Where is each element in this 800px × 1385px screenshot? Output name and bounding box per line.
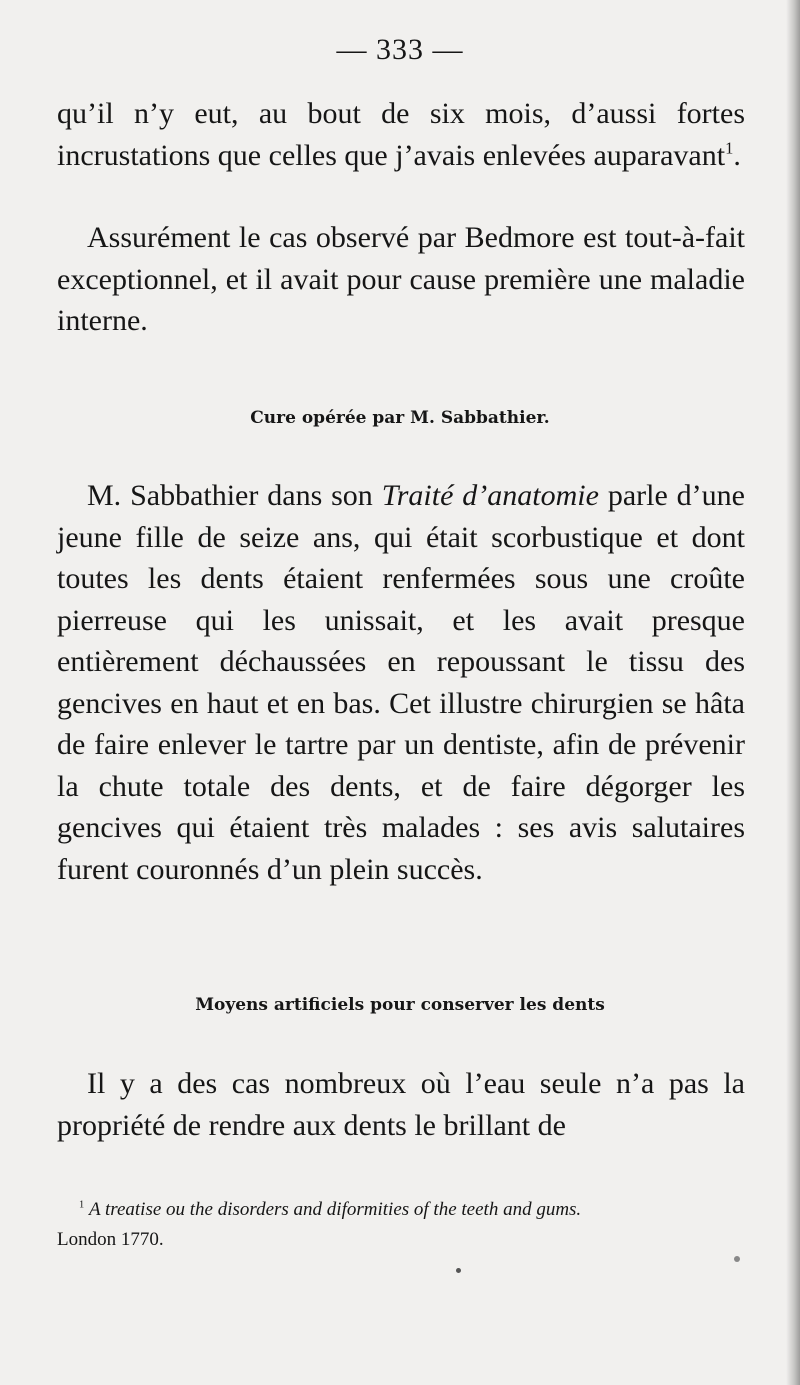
paragraph-moyens: Il y a des cas nombreux où l’eau seule n’a pas la propriété de rendre aux dents le brillant de xyxy=(57,1067,745,1142)
paragraph-bedmore: Assurément le cas observé par Bedmore est tout-à-fait exceptionnel, et il avait pour cause première une maladie interne. xyxy=(57,221,745,337)
footnote-imprint: London 1770. xyxy=(57,1229,164,1250)
paragraph-continuation xyxy=(57,93,745,176)
footnote-marker: 1 xyxy=(79,1199,85,1211)
paragraph-punctuation: . xyxy=(733,138,741,172)
page-edge-shadow xyxy=(786,0,800,1385)
footnote xyxy=(57,1195,757,1255)
book-title: Traité d’anatomie xyxy=(381,479,599,512)
ink-speck xyxy=(456,1268,461,1273)
footnote-reference: 1 xyxy=(725,137,734,157)
paragraph-sabbathier xyxy=(57,475,745,890)
paragraph-text: M. Sabbathier dans son xyxy=(87,479,382,512)
footnote-line xyxy=(57,1195,757,1225)
paragraph-text: qu’il n’y eut, au bout de six mois, d’aussi fortes incrustations que celles que j’avais enlevées auparavant xyxy=(57,97,745,172)
section-heading-sabbathier: Cure opérée par M. Sabbathier. xyxy=(250,408,550,428)
section-heading-moyens: Moyens artificiels pour conserver les dents xyxy=(195,995,605,1015)
footnote-title: A treatise ou the disorders and diformities of the teeth and gums. xyxy=(88,1199,582,1220)
page-number: — 333 — xyxy=(336,33,464,66)
ink-speck xyxy=(734,1256,740,1262)
paragraph-text: parle d’une jeune fille de seize ans, qui était scorbustique et dont toutes les dents étaient renfermées sous une croûte pierreuse qui les unissait, et les avait presque entièrement déchaussées en repoussant le tissu des gencives en haut et en bas. Cet illustre chirurgien se hâta de faire enlever le tartre par un dentiste, afin de prévenir la chute totale des dents, et de faire dégorger les gencives qui étaient très malades : ses avis salutaires furent couronnés d’un plein succès. xyxy=(57,479,745,886)
